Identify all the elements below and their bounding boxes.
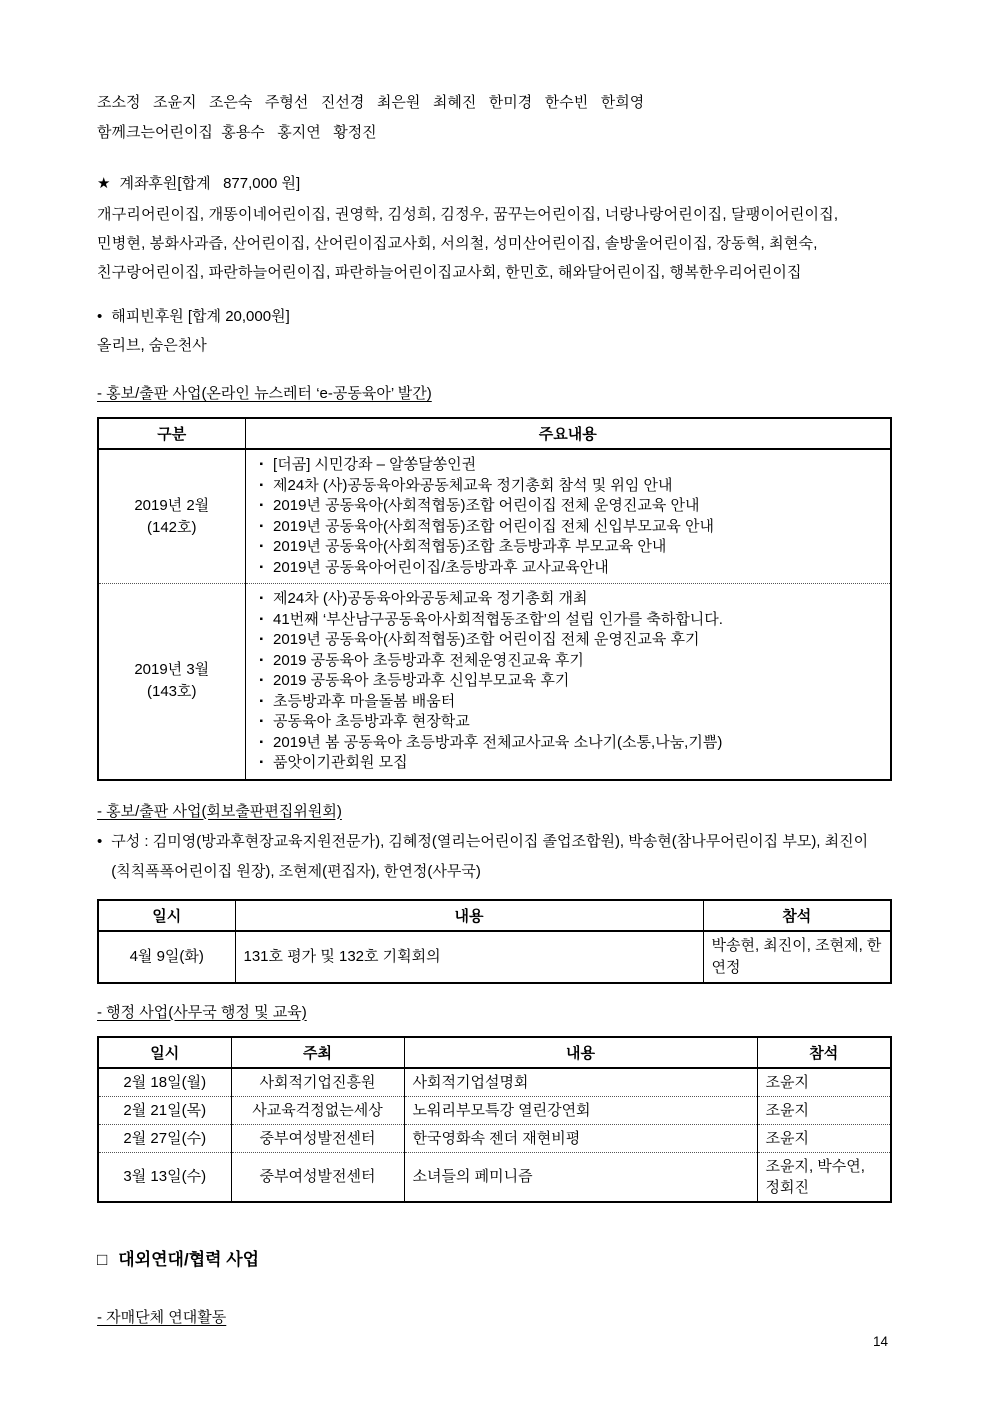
list-item-text: 41번째 ‘부산남구공동육아사회적협동조합’의 설립 인가를 축하합니다.	[273, 610, 723, 628]
list-item	[260, 692, 883, 713]
content-cell: 노워리부모특강 열린강연회	[404, 1096, 757, 1124]
list-item-text: 2019년 공동육아(사회적협동)조합 어린이집 전체 신입부모교육 안내	[273, 517, 714, 535]
happybean-title: 해피빈후원 [합계 20,000원]	[111, 308, 290, 325]
table-row	[98, 1096, 891, 1124]
period-cell	[98, 449, 245, 584]
content-cell: 소녀들의 페미니즘	[404, 1152, 757, 1202]
account-donor-list	[97, 200, 893, 287]
section-title-external	[97, 1247, 893, 1273]
list-item	[260, 455, 883, 476]
dot-bullet-icon: •	[97, 832, 103, 850]
happybean-donors: 올리브, 숨은천사	[97, 337, 207, 354]
section-title-newsletter: - 홍보/출판 사업(온라인 뉴스레터 ‘e-공동육아’ 발간)	[97, 385, 432, 402]
list-item-text: 2019년 공동육아어린이집/초등방과후 교사교육안내	[273, 558, 609, 576]
section-title-admin: - 행정 사업(사무국 행정 및 교육)	[97, 1003, 307, 1021]
table-row	[98, 1068, 891, 1097]
square-bullet-icon: ▪	[259, 757, 264, 768]
newsletter-table	[97, 417, 892, 781]
dot-bullet-icon: •	[97, 308, 103, 325]
composition-text	[111, 827, 868, 887]
square-bullet-icon: ▪	[259, 695, 264, 707]
account-support-title: 계좌후원[합계 877,000 원]	[119, 175, 301, 192]
admin-table	[97, 1036, 892, 1203]
donor-line: 민병현, 봉화사과즙, 산어린이집, 산어린이집교사회, 서의철, 성미산어린이집, 솔방울어린이집, 장동혁, 최현숙,	[97, 235, 818, 252]
square-bullet-icon: ▪	[259, 593, 264, 604]
list-item	[260, 537, 883, 558]
list-item-text: 초등방과후 마을돌봄 배움터	[273, 692, 456, 710]
list-item	[260, 733, 883, 754]
period-label: 2019년 2월	[134, 496, 210, 514]
donor-line: 친구랑어린이집, 파란하늘어린이집, 파란하늘어린이집교사회, 한민호, 해와달어린이집, 행복한우리어린이집	[97, 264, 802, 281]
list-item	[260, 517, 883, 538]
table-row	[98, 584, 891, 780]
composition-line1: 구성 : 김미영(방과후현장교육지원전문가), 김혜정(열리는어린이집 졸업조합원), 박송현(참나무어린이집 부모), 최진이	[111, 832, 869, 850]
square-bullet-icon: ▪	[259, 500, 264, 511]
list-item-text: 2019년 공동육아(사회적협동)조합 초등방과후 부모교육 안내	[273, 538, 667, 555]
editorial-table-header-row	[98, 900, 891, 931]
issue-label: (142호)	[146, 518, 197, 536]
date-cell: 2월 27일(수)	[98, 1124, 231, 1152]
attendees-cell: 조윤지	[757, 1124, 891, 1152]
attendees-cell: 박송현, 최진이, 조현제, 한연정	[703, 931, 891, 983]
table-row	[98, 449, 891, 584]
date-cell: 2월 21일(목)	[98, 1096, 231, 1124]
issue-label: (143호)	[146, 683, 197, 701]
supporter-names-line1: 조소정 조윤지 조은숙 주형선 진선경 최은원 최혜진 한미경 한수빈 한희영	[97, 94, 645, 111]
list-item	[260, 610, 883, 631]
column-header: 일시	[98, 900, 235, 931]
newsletter-table-header-row	[98, 418, 891, 449]
square-bullet-icon: ▪	[259, 541, 264, 552]
admin-table-header-row	[98, 1037, 891, 1068]
square-bullet-icon: ▪	[259, 613, 264, 625]
content-cell: 131호 평가 및 132호 기획회의	[235, 931, 703, 983]
period-cell	[98, 584, 245, 780]
square-bullet-icon: ▪	[259, 736, 264, 748]
page-number: 14	[872, 1334, 888, 1349]
square-bullet-icon: ▪	[259, 479, 264, 491]
list-item-text: 2019년 공동육아(사회적협동)조합 어린이집 전체 운영진교육 안내	[273, 497, 700, 514]
date-cell: 4월 9일(화)	[129, 947, 204, 965]
attendees-cell: 조윤지	[757, 1096, 891, 1124]
column-header: 참석	[703, 900, 891, 931]
section-title-sister: - 자매단체 연대활동	[97, 1308, 227, 1326]
list-item-text: [더곰] 시민강좌 – 알쏭달쏭인권	[273, 456, 477, 473]
account-support-heading	[97, 170, 893, 198]
table-row	[98, 1124, 891, 1152]
host-cell: 중부여성발전센터	[231, 1124, 404, 1152]
donor-line: 개구리어린이집, 개똥이네어린이집, 권영학, 김성희, 김정우, 꿈꾸는어린이집, 너랑나랑어린이집, 달팽이어린이집,	[97, 206, 839, 223]
star-icon: ★	[97, 175, 111, 192]
newsletter-item-list	[254, 589, 883, 774]
square-bullet-icon: ▪	[259, 520, 264, 532]
newsletter-item-list	[254, 455, 883, 578]
square-bullet-icon: ▪	[259, 654, 264, 666]
list-item-text: 공동육아 초등방과후 현장학교	[273, 713, 470, 730]
column-header: 참석	[757, 1037, 891, 1068]
editorial-meeting-table	[97, 899, 892, 984]
square-bullet-icon: ▪	[259, 459, 264, 470]
supporter-names-line2: 함께크는어린이집 홍용수 홍지연 황정진	[97, 124, 377, 141]
host-cell: 중부여성발전센터	[231, 1152, 404, 1202]
list-item	[260, 753, 883, 774]
list-item	[260, 712, 883, 733]
attendees-cell: 조윤지	[757, 1068, 891, 1097]
period-label: 2019년 3월	[134, 661, 210, 679]
external-section-label: 대외연대/협력 사업	[118, 1249, 260, 1269]
square-bullet-icon: ▪	[259, 561, 264, 573]
host-cell: 사교육걱정없는세상	[231, 1096, 404, 1124]
host-cell: 사회적기업진흥원	[231, 1068, 404, 1097]
date-cell: 2월 18일(월)	[123, 1073, 207, 1091]
list-item	[260, 651, 883, 672]
list-item	[260, 671, 883, 692]
column-header: 주요내용	[245, 418, 891, 449]
column-header: 주최	[231, 1037, 404, 1068]
composition-line2: (칙칙폭폭어린이집 원장), 조현제(편집자), 한연정(사무국)	[111, 862, 481, 880]
editorial-composition	[97, 827, 893, 887]
table-row	[98, 1152, 891, 1202]
list-item	[260, 589, 883, 610]
section-title-editorial: - 홍보/출판 사업(회보출판편집위원회)	[97, 802, 342, 820]
supporter-names	[97, 88, 893, 148]
square-bullet-icon: ▪	[259, 675, 264, 686]
list-item	[260, 496, 883, 517]
list-item-text: 2019년 공동육아(사회적협동)조합 어린이집 전체 운영진교육 후기	[273, 631, 700, 648]
list-item-text: 2019 공동육아 초등방과후 전체운영진교육 후기	[273, 651, 584, 669]
column-header: 일시	[98, 1037, 231, 1068]
list-item-text: 2019년 봄 공동육아 초등방과후 전체교사교육 소나기(소통,나눔,기쁨)	[273, 733, 723, 751]
list-item	[260, 476, 883, 497]
attendees-cell: 조윤지, 박수연, 정회진	[757, 1152, 891, 1202]
happybean-heading	[97, 303, 893, 331]
list-item-text: 제24차 (사)공동육아와공동체교육 정기총회 개최	[273, 590, 588, 607]
content-cell: 한국영화속 젠더 재현비평	[404, 1124, 757, 1152]
column-header: 내용	[404, 1037, 757, 1068]
contents-cell	[245, 584, 891, 780]
list-item-text: 2019 공동육아 초등방과후 신입부모교육 후기	[273, 672, 570, 689]
list-item	[260, 558, 883, 579]
column-header: 내용	[235, 900, 703, 931]
date-cell: 3월 13일(수)	[98, 1152, 231, 1202]
square-bullet-icon: ▪	[259, 716, 264, 727]
column-header: 구분	[98, 418, 245, 449]
list-item	[260, 630, 883, 651]
empty-checkbox-icon: □	[97, 1249, 108, 1269]
content-cell: 사회적기업설명회	[404, 1068, 757, 1097]
square-bullet-icon: ▪	[259, 634, 264, 645]
list-item-text: 품앗이기관회원 모집	[273, 754, 408, 771]
contents-cell	[245, 449, 891, 584]
list-item-text: 제24차 (사)공동육아와공동체교육 정기총회 참석 및 위임 안내	[273, 476, 673, 494]
table-row	[98, 931, 891, 983]
